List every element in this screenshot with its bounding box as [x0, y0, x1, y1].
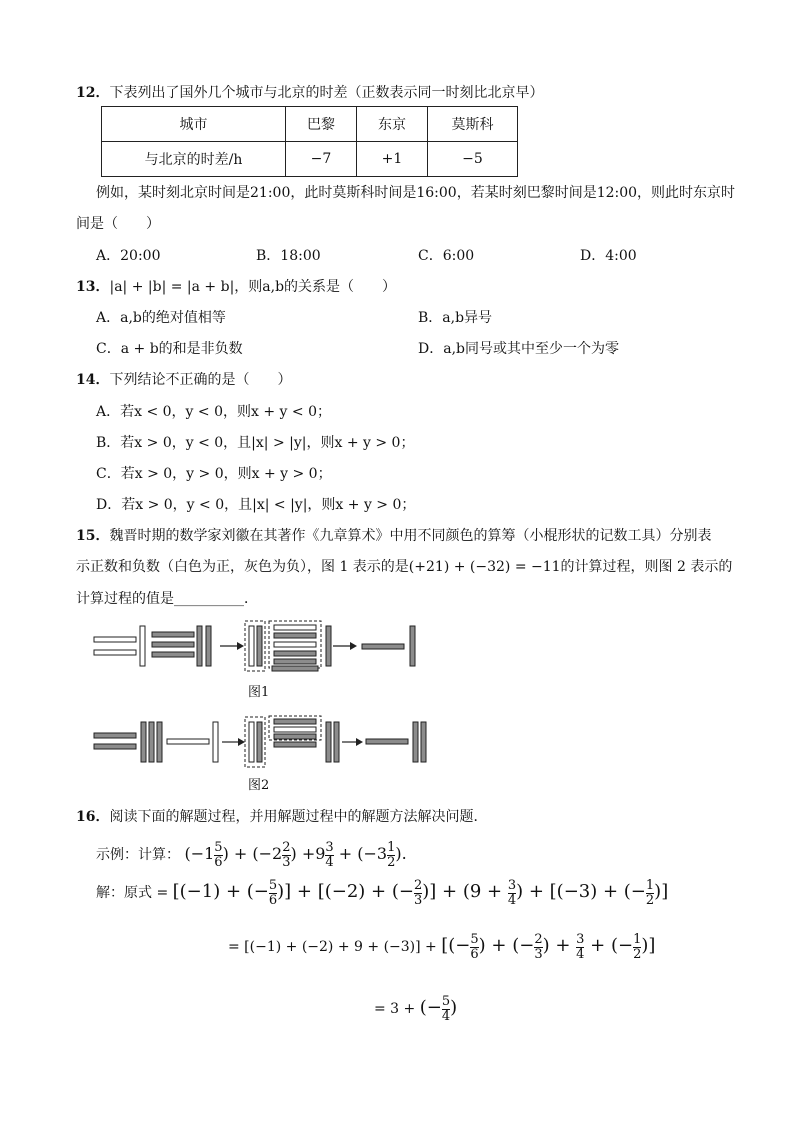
table-cell-paris: −7: [286, 142, 357, 177]
q12-option-d: D．4:00: [580, 248, 637, 264]
table-header-tokyo: 东京: [357, 107, 428, 142]
q12-option-b: B．18:00: [256, 248, 321, 264]
q13-stem: 13．|a| + |b| = |a + b|，则a,b的关系是（ ）: [76, 279, 397, 295]
q12-option-a: A．20:00: [96, 248, 161, 264]
q13-option-b: B．a,b异号: [418, 310, 493, 326]
table-cell-tokyo: +1: [357, 142, 428, 177]
q13-option-d: D．a,b同号或其中至少一个为零: [418, 341, 619, 357]
table-header-moscow: 莫斯科: [428, 107, 518, 142]
figure-1-counting-rods: [90, 618, 430, 674]
q15-line2: 示正数和负数（白色为正，灰色为负），图 1 表示的是(+21) + (−32) = −11的计算过程，则图 2 表示的: [76, 559, 733, 575]
q14-option-d: D．若x > 0，y < 0，且|x| < |y|，则x + y > 0；: [96, 497, 416, 513]
q16-example: 示例：计算： (−1 $\frac{5}{6}$ ) + (−2 $\frac{2}{3}$ ) +9 $\frac{3}{4}$ + (−3 $\frac{1}{2}$ ).: [96, 839, 407, 870]
time-difference-table: [101, 106, 518, 177]
q13-option-c: C．a + b的和是非负数: [96, 341, 243, 357]
q14-option-b: B．若x > 0，y < 0，且|x| > |y|，则x + y > 0；: [96, 435, 415, 451]
q16-solution-line2: = [(−1) + (−2) + 9 + (−3)] + [(− $\frac{5}{6}$ ) + (− $\frac{2}{3}$ ) + $\frac{3}{4}$ + (− $\frac{1}{2}$ )]: [228, 931, 656, 962]
q12-stem: 12．下表列出了国外几个城市与北京的时差（正数表示同一时刻比北京早）: [76, 85, 544, 101]
q12-paragraph-line1: 例如，某时刻北京时间是21:00，此时莫斯科时间是16:00，若某时刻巴黎时间是12:00，则此时东京时: [96, 185, 736, 201]
table-cell-moscow: −5: [428, 142, 518, 177]
q14-option-a: A．若x < 0，y < 0，则x + y < 0；: [96, 404, 331, 420]
table-header-city: 城市: [102, 107, 286, 142]
table-header-paris: 巴黎: [286, 107, 357, 142]
q12-paragraph-line2: 间是（ ）: [76, 216, 160, 232]
table-row-label: 与北京的时差/h: [102, 142, 286, 177]
q14-option-c: C．若x > 0，y > 0，则x + y > 0；: [96, 466, 332, 482]
q12-option-c: C．6:00: [418, 248, 475, 264]
q15-line3: 计算过程的值是__________．: [76, 591, 258, 607]
figure-1-caption: 图1: [248, 685, 270, 700]
q15-line1: 15．魏晋时期的数学家刘徽在其著作《九章算术》中用不同颜色的算筹（小棍形状的记数工具）分别表: [76, 528, 712, 544]
q14-stem: 14．下列结论不正确的是（ ）: [76, 372, 292, 388]
q16-stem: 16．阅读下面的解题过程，并用解题过程中的解题方法解决问题．: [76, 809, 488, 825]
q16-solution-line1: 解：原式 = [(−1) + (− $\frac{5}{6}$ )] + [(−2) + (− $\frac{2}{3}$ )] + (9 + $\frac{3}{4}$ ) + [(−3) + (− $\frac{1}{2}$ )]: [96, 877, 669, 908]
figure-2-caption: 图2: [248, 778, 270, 793]
figure-2-counting-rods: [90, 714, 430, 770]
q16-solution-line3: = 3 + (− $\frac{5}{4}$ ): [374, 993, 458, 1024]
q13-option-a: A．a,b的绝对值相等: [96, 310, 226, 326]
